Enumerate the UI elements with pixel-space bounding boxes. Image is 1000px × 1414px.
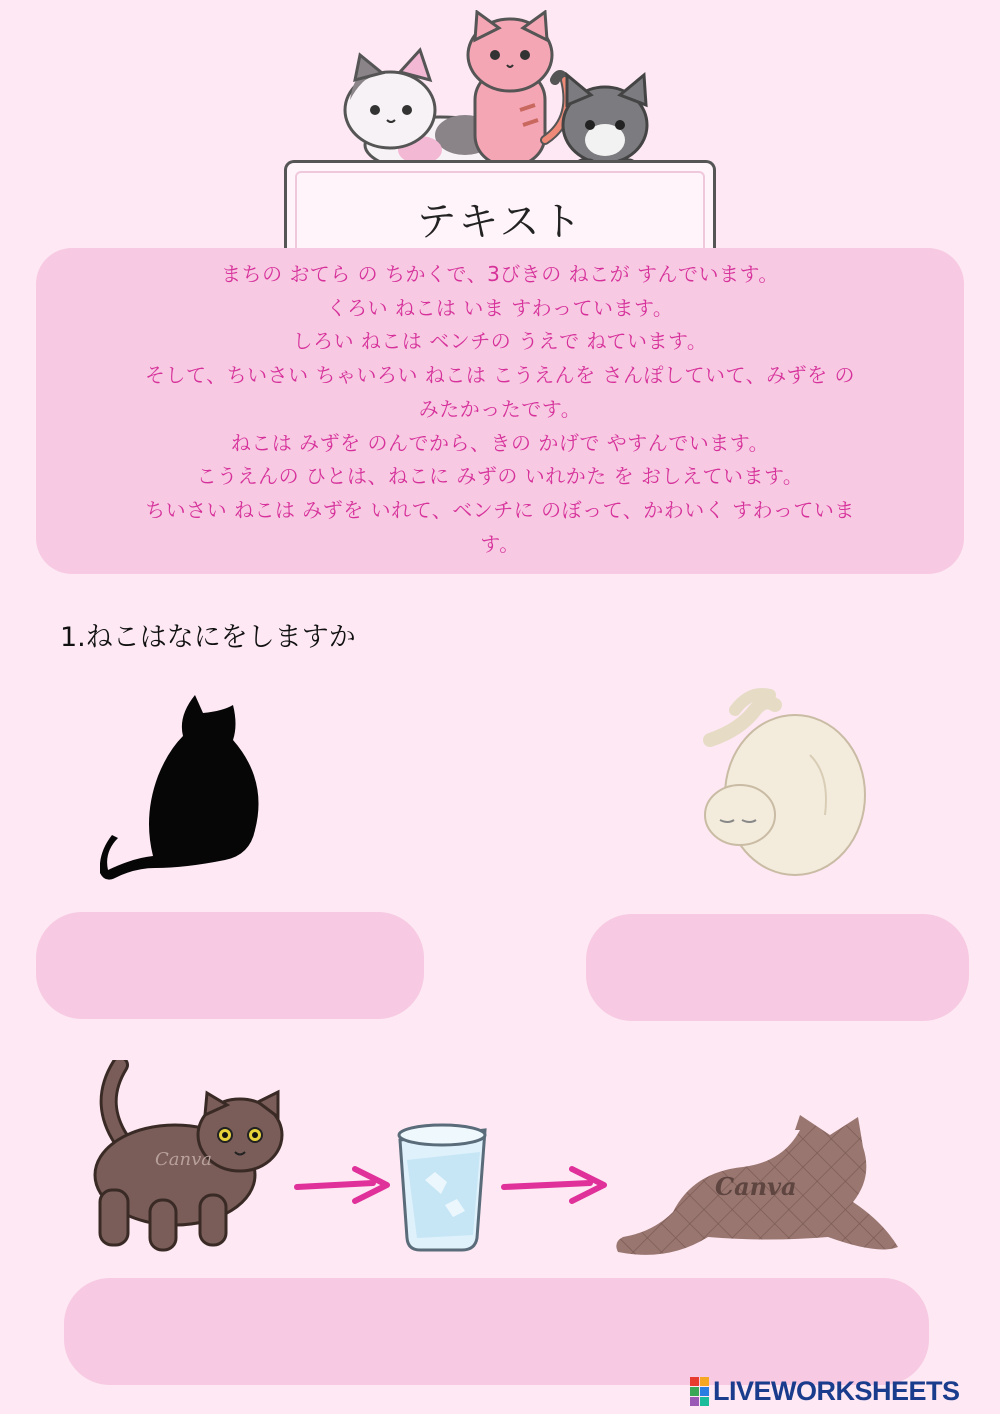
question-1: 1.ねこはなにをしますか xyxy=(60,622,356,653)
story-line: くろい ねこは いま すわっています。 xyxy=(326,295,674,320)
answer-field-3[interactable] xyxy=(64,1278,929,1385)
story-line: す。 xyxy=(480,531,520,556)
story-text xyxy=(80,258,920,561)
page-title: テキスト xyxy=(416,199,584,245)
story-line: みたかったです。 xyxy=(418,396,582,421)
arrow-right-icon xyxy=(500,1165,610,1205)
story-line: ちいさい ねこは みずを いれて、ベンチに のぼって、かわいく すわっていま xyxy=(145,497,855,522)
brown-cat-icon xyxy=(80,1060,290,1260)
canva-watermark: Canva xyxy=(715,1172,797,1201)
story-line: こうえんの ひとは、ねこに みずの いれかた を おしえています。 xyxy=(196,464,804,489)
story-line: まちの おてら の ちかくで、3びきの ねこが すんでいます。 xyxy=(221,262,779,286)
lying-cat-icon xyxy=(605,1110,905,1260)
story-line: しろい ねこは ベンチの うえで ねています。 xyxy=(292,329,708,354)
story-line: そして、ちいさい ちゃいろい ねこは こうえんを さんぽしていて、みずを の xyxy=(145,363,855,388)
footer-brand-text: LIVEWORKSHEETS xyxy=(713,1375,960,1406)
logo-grid-icon xyxy=(690,1377,709,1406)
arrow-right-icon xyxy=(293,1165,393,1205)
black-cat-icon xyxy=(100,690,270,900)
liveworksheets-logo[interactable] xyxy=(690,1375,960,1407)
water-glass-icon xyxy=(395,1120,490,1255)
canva-watermark: Canva xyxy=(155,1149,212,1170)
story-line: ねこは みずを のんでから、きの かげで やすんでいます。 xyxy=(230,430,770,455)
pink-cat-icon xyxy=(468,12,568,165)
answer-field-2[interactable] xyxy=(586,914,969,1021)
white-cat-icon xyxy=(690,685,870,885)
answer-field-1[interactable] xyxy=(36,912,424,1019)
